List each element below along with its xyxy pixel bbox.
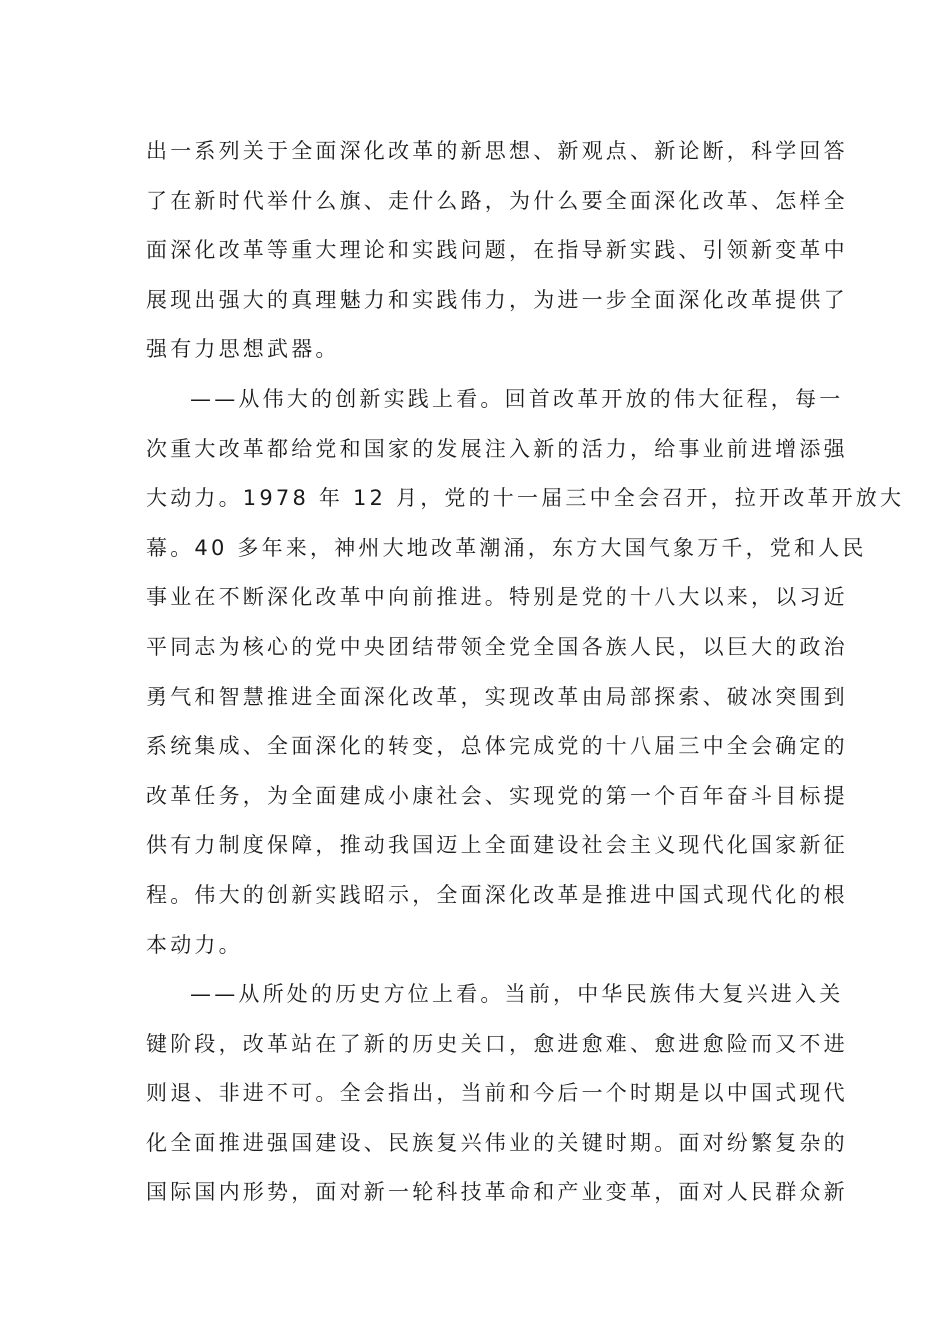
text-line: 国际国内形势，面对新一轮科技革命和产业变革，面对人民群众新 (146, 1180, 848, 1205)
text-line: 程。伟大的创新实践昭示，全面深化改革是推进中国式现代化的根 (146, 882, 848, 907)
paragraph-first-line: ——从所处的历史方位上看。当前，中华民族伟大复兴进入关 (190, 982, 844, 1007)
text-line: 幕。40 多年来，神州大地改革潮涌，东方大国气象万千，党和人民 (146, 535, 867, 560)
text-line: 则退、非进不可。全会指出，当前和今后一个时期是以中国式现代 (146, 1081, 848, 1106)
text-line: 出一系列关于全面深化改革的新思想、新观点、新论断，科学回答 (146, 139, 848, 163)
text-line: 展现出强大的真理魅力和实践伟力，为进一步全面深化改革提供了 (146, 287, 848, 312)
text-line: 了在新时代举什么旗、走什么路，为什么要全面深化改革、怎样全 (146, 188, 848, 213)
text-line: 系统集成、全面深化的转变，总体完成党的十八届三中全会确定的 (146, 734, 848, 759)
text-line: 面深化改革等重大理论和实践问题，在指导新实践、引领新变革中 (146, 238, 848, 263)
text-line: 强有力思想武器。 (146, 337, 340, 362)
text-line: 平同志为核心的党中央团结带领全党全国各族人民，以巨大的政治 (146, 634, 848, 659)
text-line: 次重大改革都给党和国家的发展注入新的活力，给事业前进增添强 (146, 436, 848, 461)
text-line: 键阶段，改革站在了新的历史关口，愈进愈难、愈进愈险而又不进 (146, 1031, 848, 1056)
paragraph-first-line: ——从伟大的创新实践上看。回首改革开放的伟大征程，每一 (190, 386, 844, 411)
text-line: 化全面推进强国建设、民族复兴伟业的关键时期。面对纷繁复杂的 (146, 1130, 848, 1155)
text-line: 改革任务，为全面建成小康社会、实现党的第一个百年奋斗目标提 (146, 783, 848, 808)
text-line: 勇气和智慧推进全面深化改革，实现改革由局部探索、破冰突围到 (146, 684, 848, 709)
text-line: 事业在不断深化改革中向前推进。特别是党的十八大以来，以习近 (146, 585, 848, 610)
text-line: 供有力制度保障，推动我国迈上全面建设社会主义现代化国家新征 (146, 833, 848, 858)
text-line: 本动力。 (146, 932, 243, 957)
text-line: 大动力。1978 年 12 月，党的十一届三中全会召开，拉开改革开放大 (146, 486, 905, 511)
body-text (146, 127, 905, 1218)
